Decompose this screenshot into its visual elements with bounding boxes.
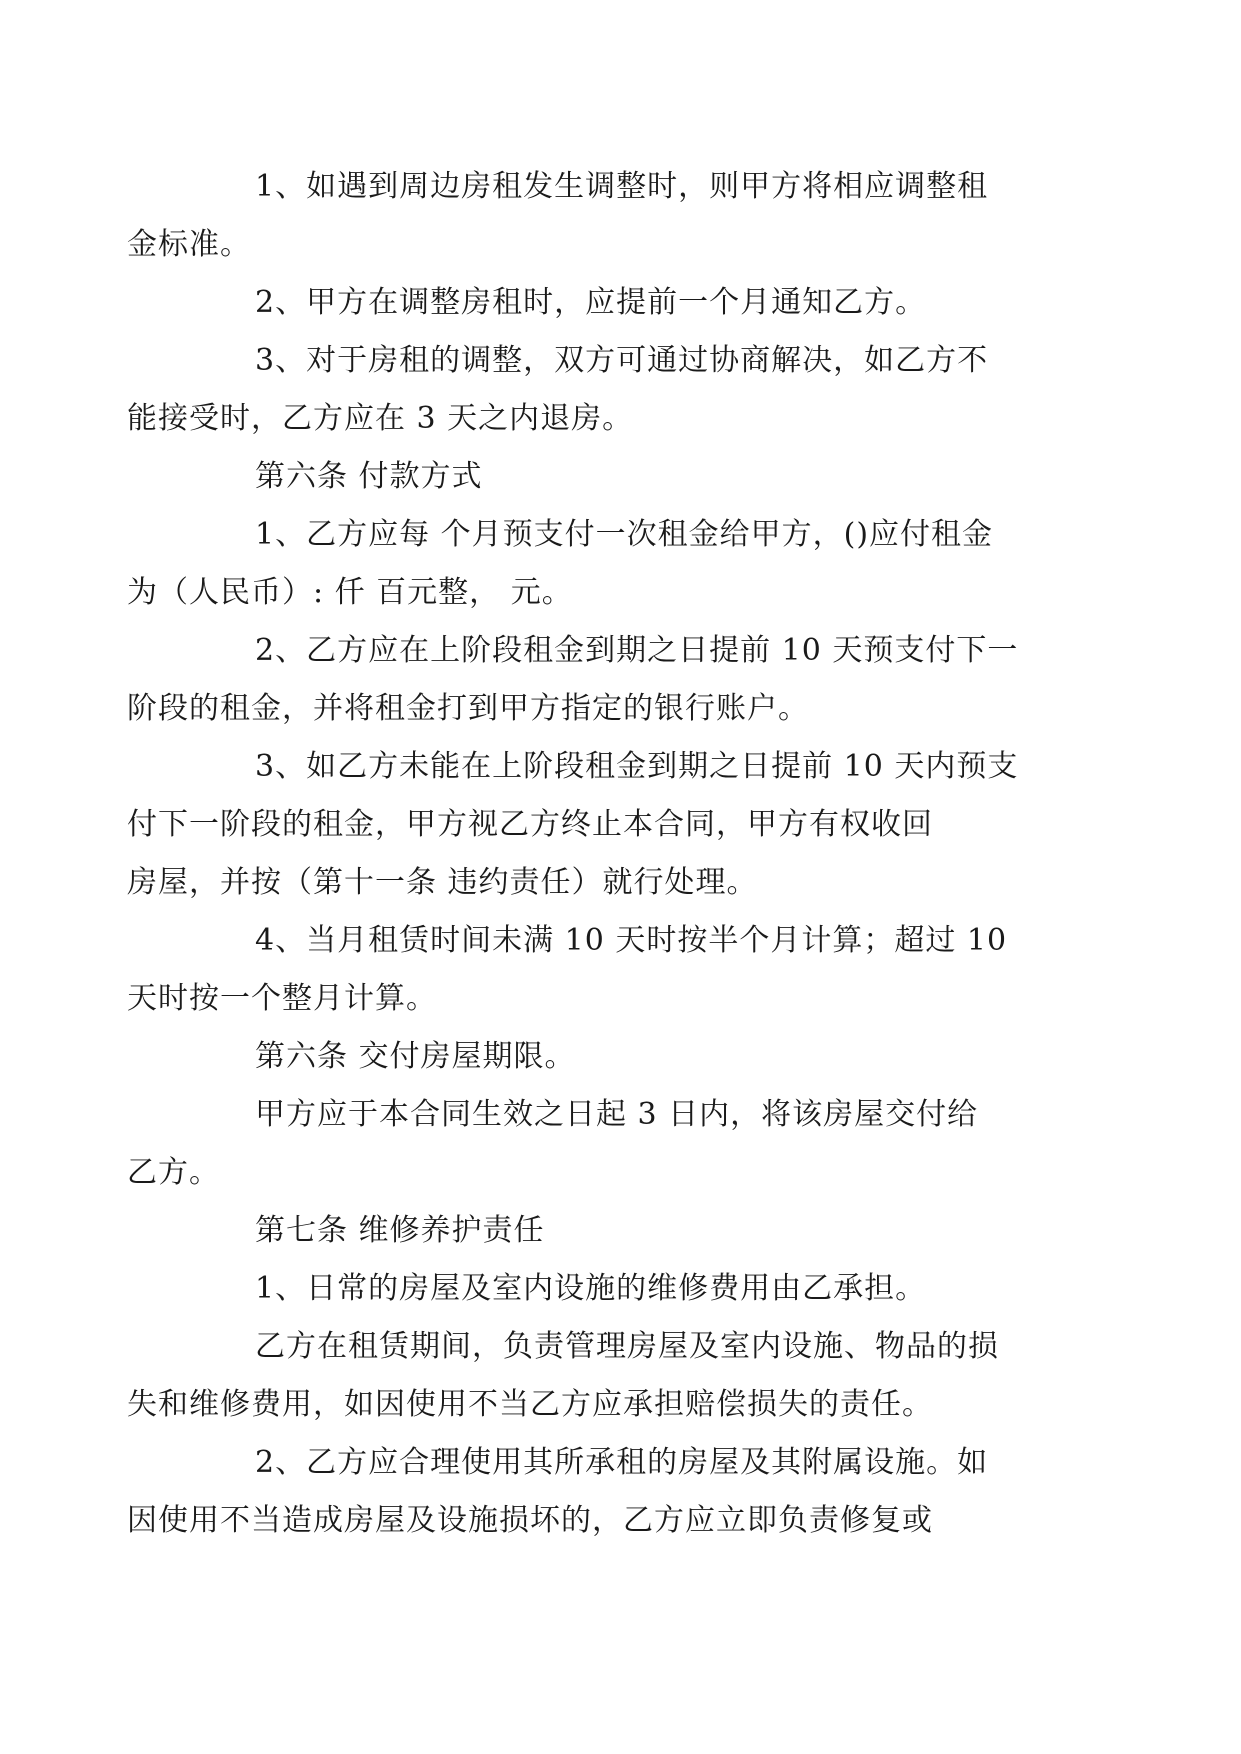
paragraph-delivery xyxy=(127,1086,1052,1202)
text-line: 能接受时，乙方应在 3 天之内退房。 xyxy=(127,401,634,436)
heading-article-maintenance xyxy=(191,1202,1052,1260)
paragraph-rent-adjust-2 xyxy=(191,274,1052,332)
text-line: 1、乙方应每 个月预支付一次租金给甲方，()应付租金 xyxy=(255,517,994,552)
text-line: 金标准。 xyxy=(127,227,251,262)
text-line: 阶段的租金，并将租金打到甲方指定的银行账户。 xyxy=(127,691,809,726)
text-line: 1、日常的房屋及室内设施的维修费用由乙承担。 xyxy=(255,1271,927,1306)
text-line: 为（人民币）: 仟 百元整， 元。 xyxy=(127,575,573,610)
text-line: 2、乙方应在上阶段租金到期之日提前 10 天预支付下一 xyxy=(255,633,1019,668)
text-line: 天时按一个整月计算。 xyxy=(127,981,437,1016)
text-line: 付下一阶段的租金，甲方视乙方终止本合同，甲方有权收回 xyxy=(127,807,933,842)
text-line: 乙方在租赁期间，负责管理房屋及室内设施、物品的损 xyxy=(255,1329,999,1364)
paragraph-rent-adjust-3 xyxy=(127,332,1052,448)
paragraph-maintenance-1 xyxy=(191,1260,1052,1318)
paragraph-payment-3 xyxy=(127,738,1052,912)
text-line: 2、甲方在调整房租时，应提前一个月通知乙方。 xyxy=(255,285,927,320)
paragraph-rent-adjust-1 xyxy=(127,158,1052,274)
paragraph-payment-2 xyxy=(127,622,1052,738)
document-body xyxy=(127,158,1052,1550)
text-line: 因使用不当造成房屋及设施损坏的，乙方应立即负责修复或 xyxy=(127,1503,933,1538)
text-line: 3、对于房租的调整，双方可通过协商解决，如乙方不 xyxy=(255,343,989,378)
text-line: 乙方。 xyxy=(127,1155,220,1190)
heading-article-delivery xyxy=(191,1028,1052,1086)
text-line: 1、如遇到周边房租发生调整时，则甲方将相应调整租 xyxy=(255,169,989,204)
heading-article-payment xyxy=(191,448,1052,506)
paragraph-payment-4 xyxy=(127,912,1052,1028)
text-line: 第六条 付款方式 xyxy=(255,459,483,494)
text-line: 甲方应于本合同生效之日起 3 日内，将该房屋交付给 xyxy=(255,1097,979,1132)
text-line: 失和维修费用，如因使用不当乙方应承担赔偿损失的责任。 xyxy=(127,1387,933,1422)
text-line: 3、如乙方未能在上阶段租金到期之日提前 10 天内预支 xyxy=(255,749,1019,784)
paragraph-maintenance-2 xyxy=(127,1434,1052,1550)
paragraph-payment-1 xyxy=(127,506,1052,622)
text-line: 4、当月租赁时间未满 10 天时按半个月计算；超过 10 xyxy=(255,923,1008,958)
paragraph-maintenance-detail xyxy=(127,1318,1052,1434)
text-line: 第六条 交付房屋期限。 xyxy=(255,1039,576,1074)
text-line: 2、乙方应合理使用其所承租的房屋及其附属设施。如 xyxy=(255,1445,989,1480)
text-line: 房屋，并按（第十一条 违约责任）就行处理。 xyxy=(127,865,758,900)
text-line: 第七条 维修养护责任 xyxy=(255,1213,545,1248)
